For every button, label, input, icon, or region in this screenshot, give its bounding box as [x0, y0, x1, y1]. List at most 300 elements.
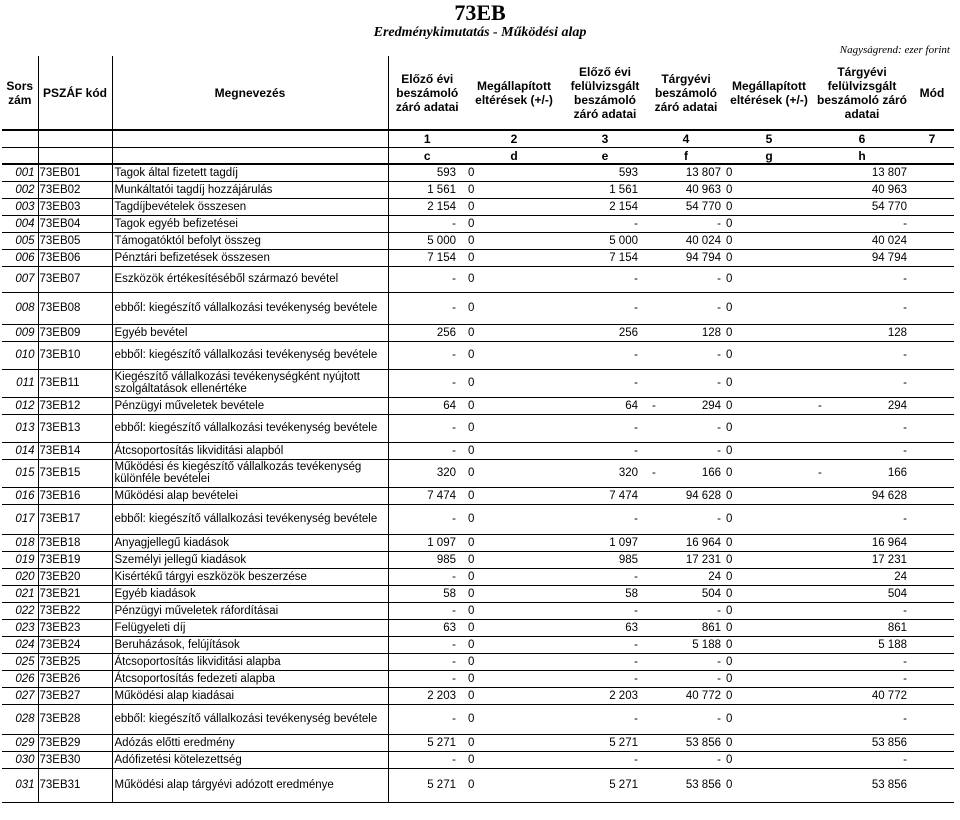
mod-cell: [910, 442, 954, 459]
value-text: 504: [887, 587, 907, 600]
value-text: -: [903, 217, 907, 230]
value-prev-year: 256: [388, 324, 466, 341]
row-number: 009: [2, 324, 38, 341]
item-name: Személyi jellegű kiadások: [112, 551, 388, 568]
mod-cell: [910, 687, 954, 704]
mod-cell: [910, 504, 954, 534]
item-name: Felügyeleti díj: [112, 619, 388, 636]
column-code: 2: [466, 130, 562, 148]
value-current-diff: 0: [724, 504, 814, 534]
value-current-diff: 0: [724, 768, 814, 802]
value-prev-year: 1 097: [388, 534, 466, 551]
value-text: 16 964: [871, 536, 907, 549]
minus-sign: -: [652, 399, 656, 412]
pszaf-code: 73EB23: [38, 619, 112, 636]
value-text: 17 231: [685, 553, 721, 566]
row-number: 001: [2, 164, 38, 181]
header-col3: Előző évi felülvizsgált beszámoló záró adatai: [570, 64, 640, 121]
table-row: [2, 636, 954, 653]
row-number: 029: [2, 734, 38, 751]
value-text: -: [903, 302, 907, 314]
value-prev-diff: 0: [466, 619, 562, 636]
value-prev-audited: 2 154: [562, 198, 648, 215]
item-name: Egyéb bevétel: [112, 324, 388, 341]
value-prev-audited: 5 000: [562, 232, 648, 249]
item-name: Kiegészítő vállalkozási tevékenységként nyújtott szolgáltatások ellenértéke: [112, 369, 388, 397]
value-current-audited: [814, 504, 910, 534]
row-number: 030: [2, 751, 38, 768]
value-current-year: [648, 442, 724, 459]
table-row: [2, 619, 954, 636]
value-prev-audited: -: [562, 636, 648, 653]
value-text: -: [717, 672, 721, 685]
value-current-diff: 0: [724, 164, 814, 181]
value-current-year: [648, 232, 724, 249]
value-text: -: [903, 753, 907, 766]
table-row: [2, 249, 954, 266]
value-current-diff: 0: [724, 585, 814, 602]
value-current-year: [648, 670, 724, 687]
table-row: [2, 585, 954, 602]
report-subtitle: Eredménykimutatás - Működési alap: [373, 25, 587, 40]
value-prev-diff: 0: [466, 504, 562, 534]
value-current-diff: 0: [724, 534, 814, 551]
row-number: 006: [2, 249, 38, 266]
item-name: Működési alap kiadásai: [112, 687, 388, 704]
value-current-diff: 0: [724, 215, 814, 232]
value-current-diff: 0: [724, 249, 814, 266]
table-row: [2, 551, 954, 568]
value-current-audited: [814, 459, 910, 487]
mod-cell: [910, 215, 954, 232]
value-current-year: [648, 292, 724, 324]
table-row: [2, 653, 954, 670]
mod-cell: [910, 324, 954, 341]
value-prev-audited: -: [562, 341, 648, 369]
item-name: Eszközök értékesítéséből származó bevétel: [112, 266, 388, 292]
value-current-year: [648, 636, 724, 653]
table-row: [2, 504, 954, 534]
value-text: 16 964: [685, 536, 721, 549]
value-text: 861: [887, 621, 907, 634]
mod-cell: [910, 198, 954, 215]
value-current-audited: [814, 687, 910, 704]
value-current-audited: [814, 568, 910, 585]
value-current-diff: 0: [724, 369, 814, 397]
column-code: 6: [814, 130, 910, 148]
income-statement-table: [2, 56, 954, 803]
value-current-year: [648, 266, 724, 292]
value-prev-diff: 0: [466, 369, 562, 397]
value-prev-year: -: [388, 369, 466, 397]
column-code: 4: [648, 130, 724, 148]
value-prev-audited: -: [562, 414, 648, 442]
column-letter: e: [562, 148, 648, 165]
minus-sign: -: [652, 467, 656, 479]
row-number: 020: [2, 568, 38, 585]
row-number: 017: [2, 504, 38, 534]
value-current-year: [648, 568, 724, 585]
value-prev-audited: -: [562, 215, 648, 232]
value-text: -: [717, 422, 721, 434]
row-number: 012: [2, 397, 38, 414]
value-prev-diff: 0: [466, 602, 562, 619]
table-row: [2, 369, 954, 397]
header-sorszam: Sors zám: [2, 56, 38, 130]
pszaf-code: 73EB06: [38, 249, 112, 266]
pszaf-code: 73EB22: [38, 602, 112, 619]
value-current-year: [648, 198, 724, 215]
value-text: -: [717, 604, 721, 617]
value-current-audited: [814, 602, 910, 619]
header-col1: Előző évi beszámoló záró adatai: [395, 71, 459, 114]
value-prev-year: -: [388, 704, 466, 734]
value-current-diff: 0: [724, 568, 814, 585]
table-row: [2, 324, 954, 341]
value-prev-year: 2 154: [388, 198, 466, 215]
value-current-diff: 0: [724, 704, 814, 734]
value-prev-year: 593: [388, 164, 466, 181]
value-current-diff: 0: [724, 414, 814, 442]
value-current-audited: [814, 198, 910, 215]
header-col6: Tárgyévi felülvizsgált beszámoló záró adatai: [816, 64, 908, 121]
value-current-diff: 0: [724, 551, 814, 568]
value-text: 54 770: [685, 200, 721, 213]
value-prev-year: 320: [388, 459, 466, 487]
minus-sign: -: [818, 467, 822, 479]
value-text: 40 024: [871, 234, 907, 247]
mod-cell: [910, 585, 954, 602]
row-number: 011: [2, 369, 38, 397]
mod-cell: [910, 636, 954, 653]
value-text: -: [903, 444, 907, 457]
value-prev-year: 58: [388, 585, 466, 602]
value-prev-diff: 0: [466, 534, 562, 551]
value-prev-diff: 0: [466, 215, 562, 232]
mod-cell: [910, 266, 954, 292]
row-number: 010: [2, 341, 38, 369]
value-prev-year: -: [388, 266, 466, 292]
table-row: [2, 459, 954, 487]
value-prev-diff: 0: [466, 324, 562, 341]
pszaf-code: 73EB27: [38, 687, 112, 704]
column-letter: c: [388, 148, 466, 165]
row-number: 007: [2, 266, 38, 292]
pszaf-code: 73EB21: [38, 585, 112, 602]
row-number: 013: [2, 414, 38, 442]
item-name: ebből: kiegészítő vállalkozási tevékenység bevétele: [112, 341, 388, 369]
value-prev-diff: 0: [466, 164, 562, 181]
value-prev-diff: 0: [466, 734, 562, 751]
value-current-audited: [814, 653, 910, 670]
value-current-audited: [814, 292, 910, 324]
mod-cell: [910, 619, 954, 636]
value-text: 53 856: [871, 779, 907, 791]
value-prev-year: 1 561: [388, 181, 466, 198]
row-number: 003: [2, 198, 38, 215]
table-row: [2, 341, 954, 369]
mod-cell: [910, 292, 954, 324]
mod-cell: [910, 414, 954, 442]
value-current-audited: [814, 266, 910, 292]
value-prev-diff: 0: [466, 704, 562, 734]
pszaf-code: 73EB25: [38, 653, 112, 670]
value-prev-audited: -: [562, 504, 648, 534]
value-current-diff: 0: [724, 397, 814, 414]
value-current-diff: 0: [724, 619, 814, 636]
value-text: 5 188: [878, 638, 907, 651]
value-current-diff: 0: [724, 636, 814, 653]
value-current-diff: 0: [724, 602, 814, 619]
table-row: [2, 414, 954, 442]
value-text: 53 856: [685, 779, 721, 791]
value-current-year: [648, 687, 724, 704]
value-current-audited: [814, 751, 910, 768]
mod-cell: [910, 670, 954, 687]
row-number: 004: [2, 215, 38, 232]
value-prev-year: 2 203: [388, 687, 466, 704]
value-prev-year: -: [388, 442, 466, 459]
pszaf-code: 73EB10: [38, 341, 112, 369]
value-prev-diff: 0: [466, 687, 562, 704]
value-text: 40 963: [871, 183, 907, 196]
row-number: 019: [2, 551, 38, 568]
value-text: -: [717, 655, 721, 668]
value-text: -: [903, 273, 907, 285]
mod-cell: [910, 568, 954, 585]
pszaf-code: 73EB24: [38, 636, 112, 653]
item-name: Adózás előtti eredmény: [112, 734, 388, 751]
row-number: 024: [2, 636, 38, 653]
value-prev-diff: 0: [466, 232, 562, 249]
item-name: Átcsoportosítás likviditási alapba: [112, 653, 388, 670]
value-current-diff: 0: [724, 670, 814, 687]
pszaf-code: 73EB28: [38, 704, 112, 734]
column-letter: h: [814, 148, 910, 165]
mod-cell: [910, 369, 954, 397]
value-current-year: [648, 487, 724, 504]
value-text: 5 188: [692, 638, 721, 651]
value-text: 54 770: [871, 200, 907, 213]
column-letter: g: [724, 148, 814, 165]
value-current-year: [648, 751, 724, 768]
value-current-diff: 0: [724, 292, 814, 324]
value-prev-audited: 256: [562, 324, 648, 341]
value-current-audited: [814, 670, 910, 687]
row-number: 018: [2, 534, 38, 551]
value-current-year: [648, 619, 724, 636]
value-prev-year: -: [388, 602, 466, 619]
value-current-audited: [814, 249, 910, 266]
pszaf-code: 73EB20: [38, 568, 112, 585]
value-text: -: [717, 302, 721, 314]
value-text: -: [717, 513, 721, 525]
item-name: Működési és kiegészítő vállalkozás tevékenység különféle bevételei: [112, 459, 388, 487]
table-row: [2, 534, 954, 551]
value-current-audited: [814, 164, 910, 181]
row-number: 002: [2, 181, 38, 198]
mod-cell: [910, 751, 954, 768]
mod-cell: [910, 397, 954, 414]
value-text: -: [717, 217, 721, 230]
value-current-year: [648, 369, 724, 397]
value-prev-audited: 5 271: [562, 734, 648, 751]
table-row: [2, 751, 954, 768]
value-text: 94 794: [871, 251, 907, 264]
table-row: [2, 704, 954, 734]
value-current-diff: 0: [724, 266, 814, 292]
value-text: 94 628: [871, 489, 907, 502]
value-text: 13 807: [685, 166, 721, 179]
value-current-year: [648, 324, 724, 341]
value-prev-year: 5 271: [388, 768, 466, 802]
mod-cell: [910, 249, 954, 266]
value-text: -: [717, 444, 721, 457]
value-current-diff: 0: [724, 232, 814, 249]
value-prev-diff: 0: [466, 459, 562, 487]
item-name: Pénzügyi műveletek ráfordításai: [112, 602, 388, 619]
value-current-diff: 0: [724, 687, 814, 704]
value-text: 40 963: [685, 183, 721, 196]
value-text: -: [717, 273, 721, 285]
row-number: 031: [2, 768, 38, 802]
value-prev-audited: 5 271: [562, 768, 648, 802]
pszaf-code: 73EB04: [38, 215, 112, 232]
item-name: Támogatóktól befolyt összeg: [112, 232, 388, 249]
value-text: 504: [701, 587, 721, 600]
mod-cell: [910, 768, 954, 802]
value-prev-diff: 0: [466, 551, 562, 568]
value-current-year: [648, 414, 724, 442]
value-current-year: [648, 164, 724, 181]
table-row: [2, 602, 954, 619]
value-current-audited: [814, 414, 910, 442]
row-number: 008: [2, 292, 38, 324]
value-current-year: [648, 585, 724, 602]
row-number: 028: [2, 704, 38, 734]
pszaf-code: 73EB05: [38, 232, 112, 249]
item-name: Tagok egyéb befizetései: [112, 215, 388, 232]
value-prev-diff: 0: [466, 397, 562, 414]
value-prev-year: -: [388, 751, 466, 768]
pszaf-code: 73EB19: [38, 551, 112, 568]
value-prev-year: -: [388, 215, 466, 232]
pszaf-code: 73EB29: [38, 734, 112, 751]
column-code: 3: [562, 130, 648, 148]
item-name: ebből: kiegészítő vállalkozási tevékenység bevétele: [112, 504, 388, 534]
value-prev-year: 5 271: [388, 734, 466, 751]
value-current-audited: [814, 442, 910, 459]
value-current-year: [648, 341, 724, 369]
row-number: 027: [2, 687, 38, 704]
value-text: -: [903, 713, 907, 725]
value-prev-diff: 0: [466, 568, 562, 585]
mod-cell: [910, 602, 954, 619]
column-code: 1: [388, 130, 466, 148]
value-prev-audited: 63: [562, 619, 648, 636]
mod-cell: [910, 551, 954, 568]
value-current-audited: [814, 181, 910, 198]
value-prev-year: -: [388, 504, 466, 534]
value-prev-audited: 64: [562, 397, 648, 414]
pszaf-code: 73EB11: [38, 369, 112, 397]
value-text: 294: [701, 399, 721, 412]
value-prev-audited: 593: [562, 164, 648, 181]
value-current-diff: 0: [724, 459, 814, 487]
row-number: 023: [2, 619, 38, 636]
value-text: 40 024: [685, 234, 721, 247]
value-prev-audited: -: [562, 292, 648, 324]
value-current-diff: 0: [724, 653, 814, 670]
value-prev-diff: 0: [466, 414, 562, 442]
unit-note: Nagyságrend: ezer forint: [839, 44, 950, 56]
value-prev-year: -: [388, 341, 466, 369]
value-prev-audited: -: [562, 568, 648, 585]
table-row: [2, 266, 954, 292]
item-name: Tagok által fizetett tagdíj: [112, 164, 388, 181]
value-current-audited: [814, 585, 910, 602]
mod-cell: [910, 734, 954, 751]
value-prev-audited: -: [562, 369, 648, 397]
header-pszaf-code: PSZÁF kód: [38, 56, 112, 130]
value-prev-diff: 0: [466, 292, 562, 324]
table-row: [2, 198, 954, 215]
item-name: Pénztári befizetések összesen: [112, 249, 388, 266]
pszaf-code: 73EB15: [38, 459, 112, 487]
value-text: 94 794: [685, 251, 721, 264]
row-number: 022: [2, 602, 38, 619]
value-text: 294: [887, 399, 907, 412]
row-number: 015: [2, 459, 38, 487]
item-name: ebből: kiegészítő vállalkozási tevékenység bevétele: [112, 414, 388, 442]
table-row: [2, 397, 954, 414]
header-megnevezes: Megnevezés: [112, 56, 388, 130]
value-current-audited: [814, 734, 910, 751]
value-prev-audited: -: [562, 653, 648, 670]
value-prev-year: -: [388, 414, 466, 442]
value-text: 94 628: [685, 489, 721, 502]
mod-cell: [910, 653, 954, 670]
mod-cell: [910, 487, 954, 504]
item-name: Adófizetési kötelezettség: [112, 751, 388, 768]
value-prev-year: 7 154: [388, 249, 466, 266]
pszaf-code: 73EB09: [38, 324, 112, 341]
value-prev-diff: 0: [466, 442, 562, 459]
table-row: [2, 768, 954, 802]
value-current-audited: [814, 768, 910, 802]
mod-cell: [910, 704, 954, 734]
value-prev-audited: 7 474: [562, 487, 648, 504]
pszaf-code: 73EB02: [38, 181, 112, 198]
item-name: Pénzügyi műveletek bevétele: [112, 397, 388, 414]
value-prev-diff: 0: [466, 636, 562, 653]
pszaf-code: 73EB31: [38, 768, 112, 802]
value-prev-diff: 0: [466, 585, 562, 602]
value-prev-year: 64: [388, 397, 466, 414]
value-text: -: [903, 655, 907, 668]
value-text: 24: [708, 570, 721, 583]
value-current-audited: [814, 232, 910, 249]
value-current-year: [648, 704, 724, 734]
value-current-audited: [814, 636, 910, 653]
header-col5: Megállapított eltérések (+/-): [730, 78, 808, 107]
item-name: ebből: kiegészítő vállalkozási tevékenység bevétele: [112, 292, 388, 324]
value-current-diff: 0: [724, 751, 814, 768]
value-current-diff: 0: [724, 487, 814, 504]
value-prev-year: 5 000: [388, 232, 466, 249]
value-text: -: [903, 422, 907, 434]
item-name: Munkáltatói tagdíj hozzájárulás: [112, 181, 388, 198]
